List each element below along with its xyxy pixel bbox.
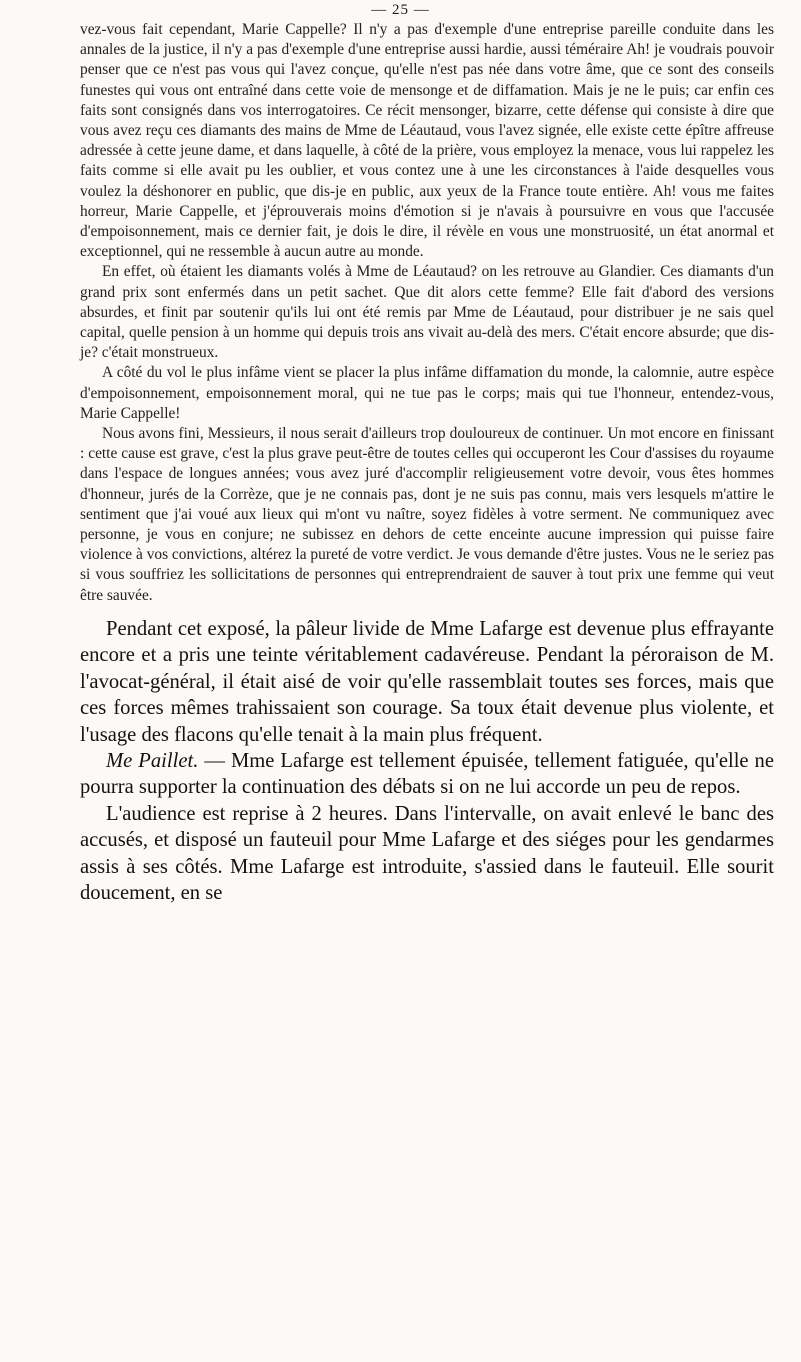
speech-paragraph: Nous avons fini, Messieurs, il nous serait d'ailleurs trop douloureux de continuer. Un mot encore en finissant : cette cause est grave, c'est la plus grave peut-être de toutes celles qui occuperont les Cour d'assises du royaume dans l'espace de longues années; vous avez juré d'accomplir religieusement votre devoir, vous êtes hommes d'honneur, jurés de la Corrèze, que je ne connais pas, dont je ne suis pas connu, mais vers lesquels m'attire le sentiment que j'ai voué aux lieux qui m'ont vu naître, soyez fidèles à votre serment. Ne communiquez avec personne, je vous en conjure; ne subissez en dehors de cette enceinte aucune impression qui puisse faire violence à vos convictions, altérez la pureté de votre verdict. Je vous demande d'être justes. Vous ne le seriez pas si vous souffriez les sollicitations de personnes qui entreprendraient de sauver à tout prix une femme qui veut être sauvée. [80,425,774,604]
prosecutor-speech [80,20,774,606]
page-number: — 25 — [371,2,430,18]
page-body [80,20,774,906]
speaker-statement: — Mme Lafarge est tellement épuisée, tellement fatiguée, qu'elle ne pourra supporter la continuation des débats si on ne lui accorde un peu de repos. [80,749,774,799]
narrative-paragraph: Pendant cet exposé, la pâleur livide de Mme Lafarge est devenue plus effrayante encore et a pris une teinte véritablement cadavéreuse. Pendant la péroraison de M. l'avocat-général, il était aisé de voir qu'elle rassemblait toutes ses forces, mais que ces forces mêmes trahissaient son courage. Sa toux était devenue plus violente, et l'usage des flacons qu'elle tenait à la main plus fréquent. [80,617,774,746]
speech-paragraph: vez-vous fait cependant, Marie Cappelle? Il n'y a pas d'exemple d'une entreprise pareille conduite dans les annales de la justice, il n'y a pas d'exemple d'une entreprise aussi hardie, aussi téméraire Ah! je voudrais pouvoir penser que ce n'est pas vous qui l'avez conçue, qu'elle n'est pas née dans votre âme, que ce sont des conseils funestes qui vous ont entraîné dans cette voie de mensonge et de diffamation. Mais je ne le puis; car enfin ces faits sont consignés dans vos interrogatoires. Ce récit mensonger, bizarre, cette défense qui consiste à dire que vous avez reçu ces diamants des mains de Mme de Léautaud, vous l'avez signée, elle existe cette épître affreuse adressée à cette jeune dame, et dans laquelle, à côté de la prière, vous employez la menace, vous lui rappelez les faits comme si elle avait pu les oublier, et vous contez une à une les circonstances à l'aide desquelles vous voulez la déshonorer en public, que dis-je en public, aux yeux de la France toute entière. Ah! vous me faites horreur, Marie Cappelle, et j'éprouverais moins d'émotion si je n'avais à poursuivre en vous que l'accusée d'empoisonnement, mais ce dernier fait, je dois le dire, il révèle en vous une monstruosité, un état anormal et exceptionnel, qui ne ressemble à aucun autre au monde. [80,21,774,261]
narrative-text [80,616,774,906]
speech-paragraph: A côté du vol le plus infâme vient se placer la plus infâme diffamation du monde, la calomnie, autre espèce d'empoisonnement, empoisonnement moral, qui ne tue pas le corps; mais qui tue l'honneur, entendez-vous, Marie Cappelle! [80,364,774,422]
narrative-paragraph: L'audience est reprise à 2 heures. Dans l'intervalle, on avait enlevé le banc des accusés, et disposé un fauteuil pour Mme Lafarge et des siéges pour les gendarmes assis à ses côtés. Mme Lafarge est introduite, s'assied dans le fauteuil. Elle sourit doucement, en se [80,802,774,904]
speaker-name: Me Paillet. [106,749,199,772]
narrative-paragraph [80,748,774,801]
speech-paragraph: En effet, où étaient les diamants volés à Mme de Léautaud? on les retrouve au Glandier. Ces diamants d'un grand prix sont enfermés dans un petit sachet. Que dit alors cette femme? Elle fait d'abord des versions absurdes, et finit par soutenir qu'ils lui ont été remis par Mme de Léautaud, pour distribuer je ne sais quel capital, quelle pension à un homme qui depuis trois ans vivait au-delà des mers. C'était encore absurde; que dis-je? c'était monstrueux. [80,263,774,362]
